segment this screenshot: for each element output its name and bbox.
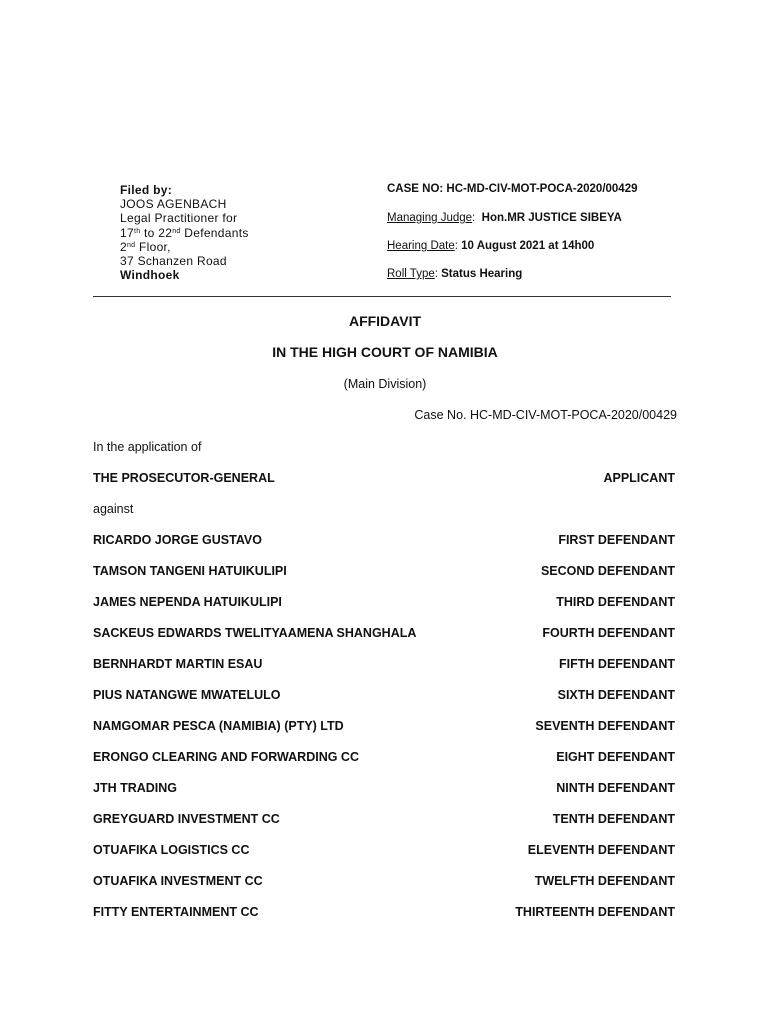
managing-judge [387,212,622,224]
floor-suffix: Floor, [135,239,171,254]
filed-by-block [120,183,370,282]
defendant-role: FIRST DEFENDANT [558,533,675,547]
against-label: against [93,502,134,516]
roll-value: Status Hearing [441,268,523,280]
defendant-role: SIXTH DEFENDANT [557,688,675,702]
defendant-row [93,688,675,704]
hearing-label: Hearing Date [387,240,455,252]
defendant-row [93,905,675,921]
roll-label: Roll Type [387,268,435,280]
defendant-name: OTUAFIKA INVESTMENT CC [93,874,263,888]
case-number-header: CASE NO: HC-MD-CIV-MOT-POCA-2020/00429 [387,183,638,195]
defendant-name: PIUS NATANGWE MWATELULO [93,688,281,702]
defendant-row [93,874,675,890]
defendant-name: RICARDO JORGE GUSTAVO [93,533,262,547]
range-suffix: Defendants [180,225,249,240]
defendant-role: NINTH DEFENDANT [556,781,675,795]
defendant-name: BERNHARDT MARTIN ESAU [93,657,263,671]
applicant-row [93,471,675,487]
defendant-row [93,719,675,735]
defendant-role: FIFTH DEFENDANT [559,657,675,671]
defendant-name: SACKEUS EDWARDS TWELITYAAMENA SHANGHALA [93,626,417,640]
document-title: AFFIDAVIT [348,313,422,329]
defendant-name: JAMES NEPENDA HATUIKULIPI [93,595,282,609]
hearing-value: 10 August 2021 at 14h00 [461,240,595,252]
defendant-row [93,564,675,580]
defendant-name: OTUAFIKA LOGISTICS CC [93,843,250,857]
roll-type [387,268,522,280]
applicant-name: THE PROSECUTOR-GENERAL [93,471,275,485]
range-to-sup: nd [172,227,181,235]
defendant-role: EIGHT DEFENDANT [556,750,675,764]
application-intro: In the application of [93,440,202,454]
address-city: Windhoek [120,268,180,283]
defendant-row [93,657,675,673]
defendant-name: JTH TRADING [93,781,178,795]
defendant-row [93,626,675,642]
defendant-name: NAMGOMAR PESCA (NAMIBIA) (PTY) LTD [93,719,344,733]
range-from: 17 [120,225,134,240]
hearing-separator: : [454,240,462,252]
range-to: to 22 [140,225,173,240]
practitioner-name: JOOS AGENBACH [120,197,227,212]
defendant-row [93,750,675,766]
applicant-role: APPLICANT [603,471,675,485]
defendant-name: TAMSON TANGENI HATUIKULIPI [93,564,287,578]
filed-by-heading: Filed by: [120,183,173,197]
defendant-row [93,812,675,828]
floor-number: 2 [120,239,127,254]
court-name: IN THE HIGH COURT OF NAMIBIA [272,344,498,360]
defendant-row [93,533,675,549]
defendant-row [93,595,675,611]
address-floor [120,240,370,254]
hearing-date [387,240,594,252]
defendant-role: THIRTEENTH DEFENDANT [515,905,675,919]
court-division: (Main Division) [343,377,427,391]
floor-sup: nd [126,241,136,249]
judge-label: Managing Judge [387,212,473,224]
defendant-role: SECOND DEFENDANT [540,564,675,578]
range-from-sup: th [133,227,141,235]
defendants-range [120,226,370,240]
case-number: Case No. HC-MD-CIV-MOT-POCA-2020/00429 [414,408,677,422]
judge-separator: : [472,212,482,224]
address-street: 37 Schanzen Road [120,254,227,269]
defendant-role: FOURTH DEFENDANT [542,626,675,640]
defendant-name: ERONGO CLEARING AND FORWARDING CC [93,750,359,764]
defendant-row [93,781,675,797]
roll-separator: : [434,268,442,280]
defendant-name: FITTY ENTERTAINMENT CC [93,905,259,919]
practitioner-title: Legal Practitioner for [120,211,238,226]
defendant-role: TENTH DEFENDANT [552,812,675,826]
defendant-role: TWELFTH DEFENDANT [534,874,675,888]
header-divider [93,296,671,297]
judge-value: Hon.MR JUSTICE SIBEYA [481,212,622,224]
defendant-role: THIRD DEFENDANT [556,595,675,609]
defendant-role: ELEVENTH DEFENDANT [527,843,675,857]
defendant-row [93,843,675,859]
defendant-role: SEVENTH DEFENDANT [535,719,675,733]
defendant-name: GREYGUARD INVESTMENT CC [93,812,280,826]
